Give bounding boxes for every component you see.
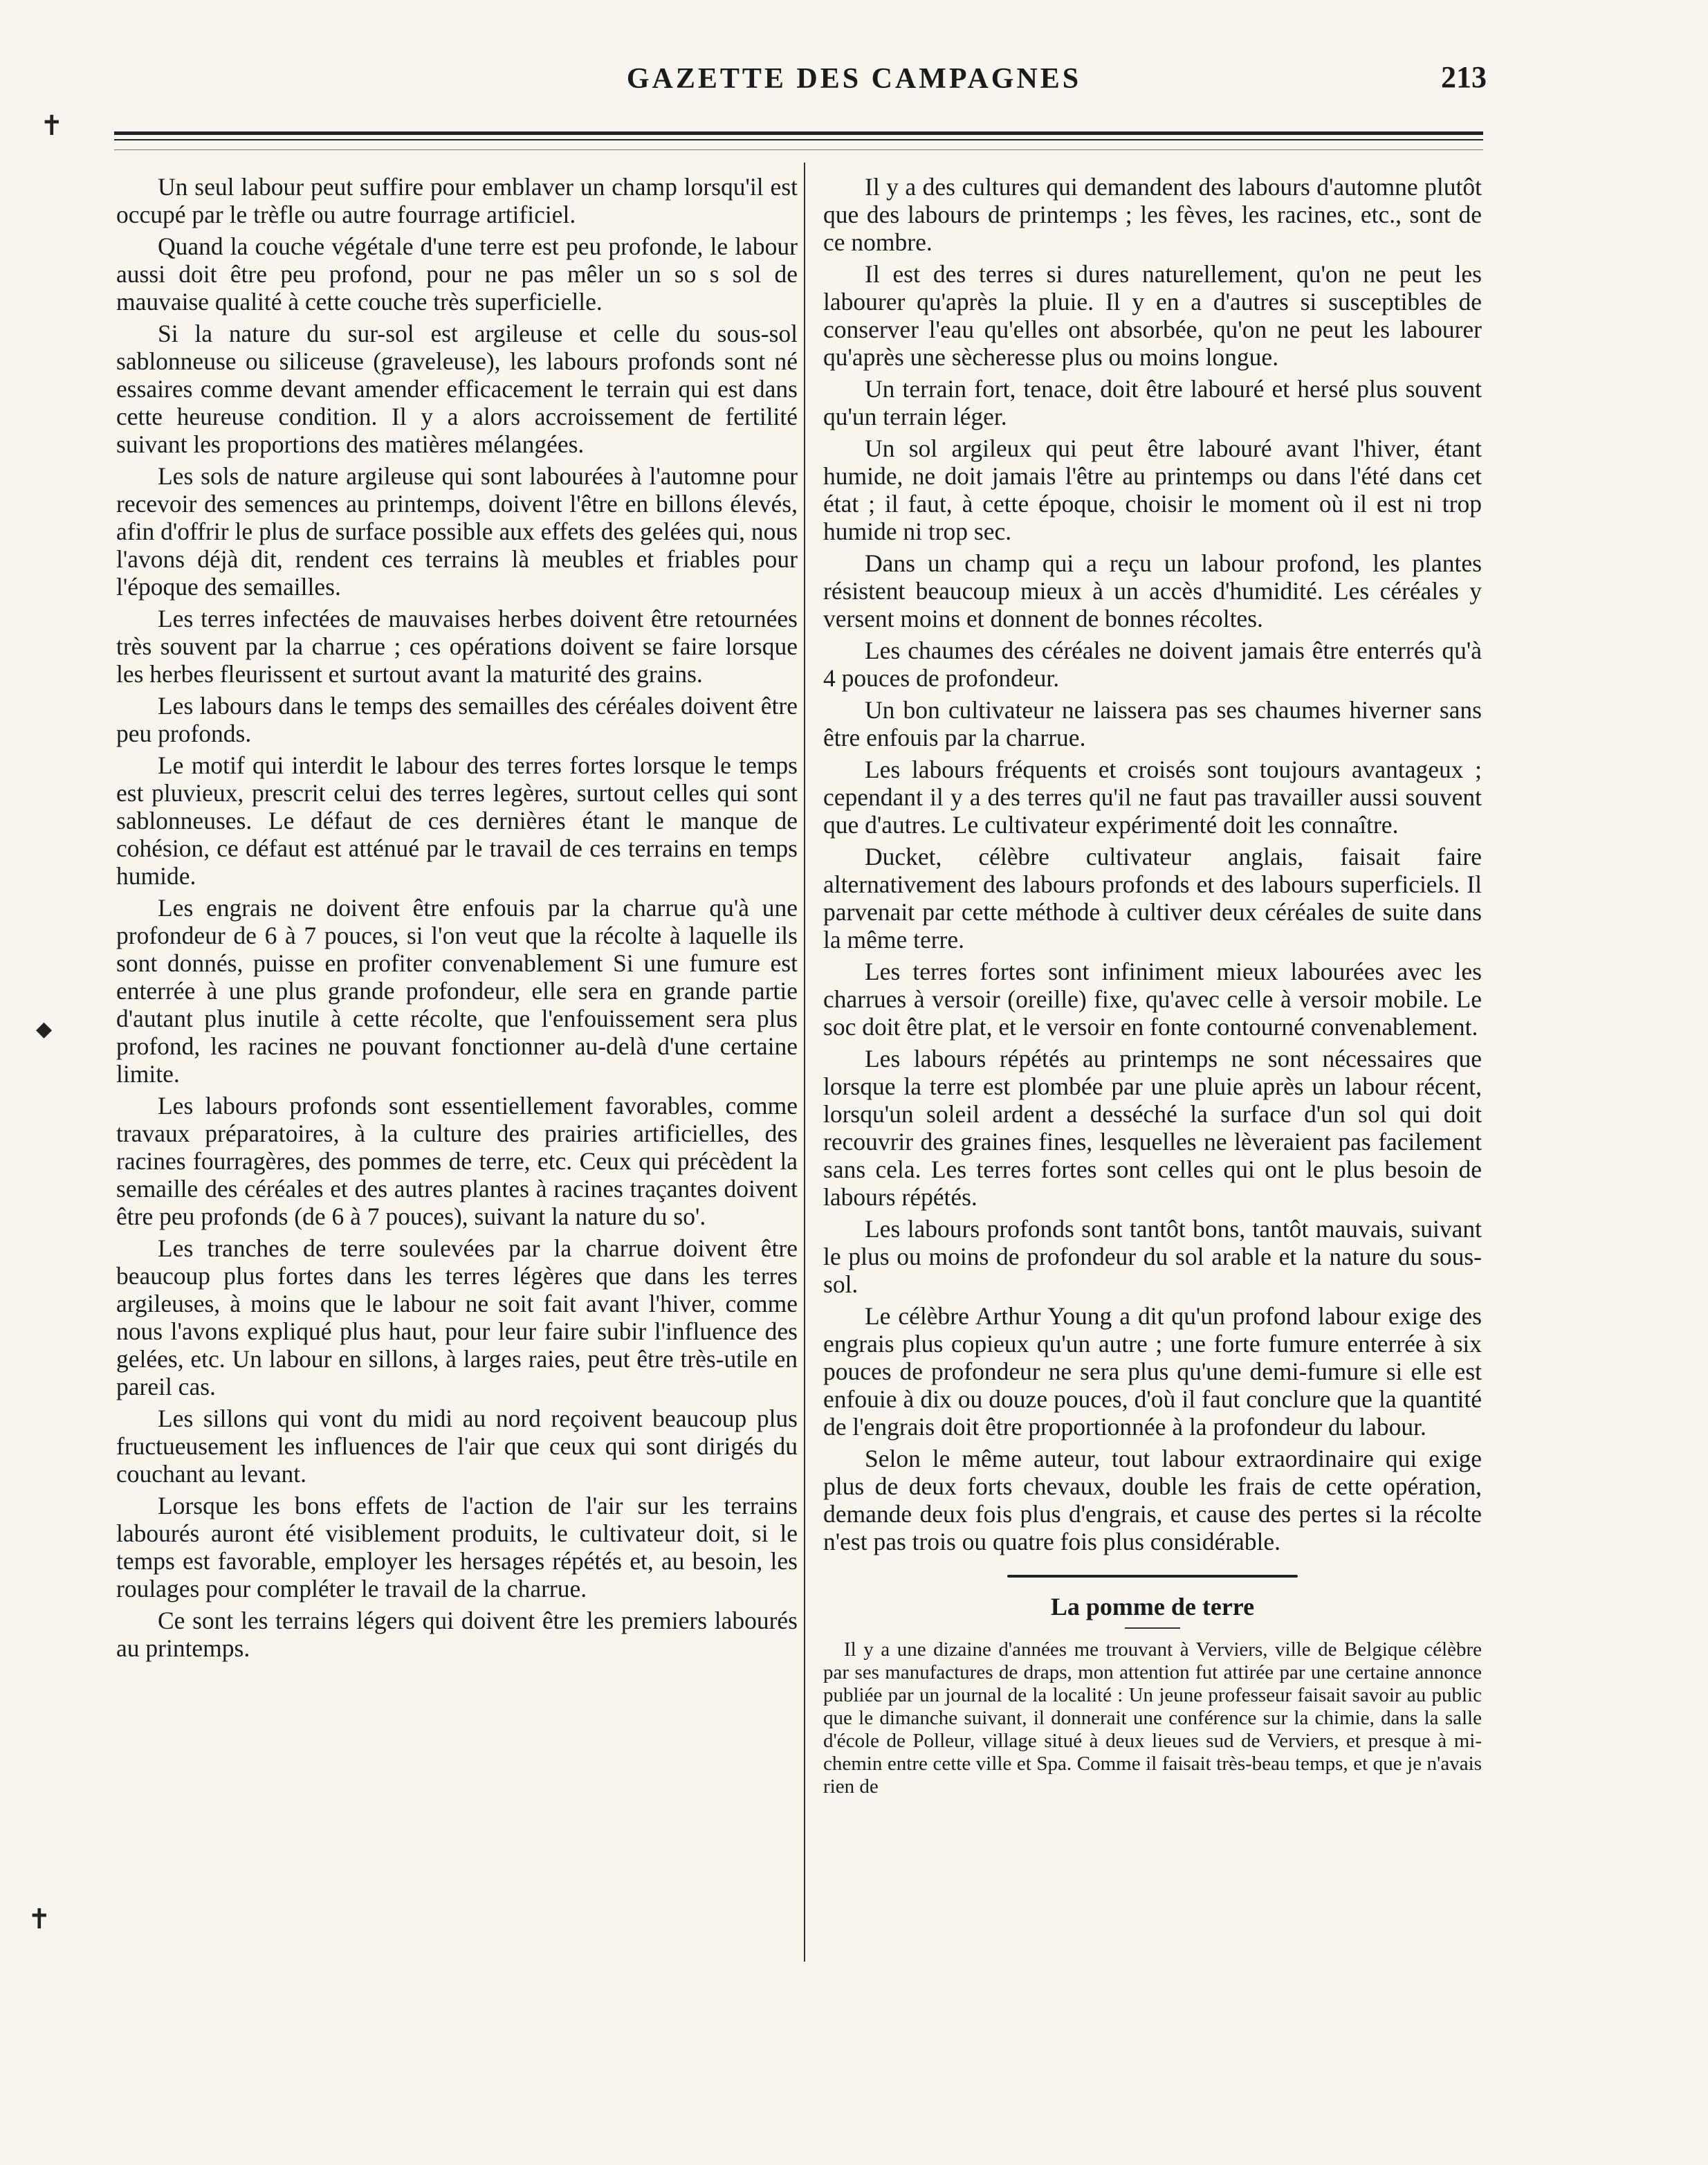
paragraph: Ducket, célèbre cultivateur anglais, faisait faire alternativement des labours profonds et des labours superficiels. Il parvenait par cette méthode à cultiver deux céréales de suite dans la même terre. (823, 843, 1482, 953)
paragraph: Les chaumes des céréales ne doivent jamais être enterrés qu'à 4 pouces de profondeur. (823, 637, 1482, 692)
left-column (116, 173, 798, 1666)
registration-mark-icon: ✝ (28, 1903, 51, 1935)
paragraph: Quand la couche végétale d'une terre est peu profonde, le labour aussi doit être peu profond, pour ne pas mêler un so s sol de mauvaise qualité à cette couche très superficielle. (116, 232, 798, 316)
header-rule-hairline (114, 149, 1483, 150)
article-paragraph: Il y a une dizaine d'années me trouvant à Verviers, ville de Belgique célèbre par ses manufactures de draps, mon attention fut attirée par une certaine annonce publiée par un journal de la localité : Un jeune professeur faisait savoir au public que le dimanche suivant, il donnerait une conférence sur la chimie, dans la salle d'école de Polleur, village situé à deux lieues sud de Verviers, et presque à mi-chemin entre cette ville et Spa. Comme il faisait très-beau temps, et que je n'avais rien de (823, 1638, 1482, 1798)
paragraph: Les labours dans le temps des semailles des céréales doivent être peu profonds. (116, 692, 798, 747)
article-title: La pomme de terre (1050, 1593, 1255, 1620)
paragraph: Dans un champ qui a reçu un labour profond, les plantes résistent beaucoup mieux à un accès d'humidité. Les céréales y versent moins et donnent de bonnes récoltes. (823, 549, 1482, 632)
title-dash (1125, 1627, 1180, 1629)
paragraph: Ce sont les terrains légers qui doivent être les premiers labourés au printemps. (116, 1607, 798, 1662)
paragraph: Il y a des cultures qui demandent des labours d'automne plutôt que des labours de printemps ; les fèves, les racines, etc., sont de ce nombre. (823, 173, 1482, 256)
paragraph: Les terres infectées de mauvaises herbes doivent être retournées très souvent par la charrue ; ces opérations doivent se faire lorsque les herbes fleurissent et surtout avant la maturité des grains. (116, 605, 798, 688)
paragraph: Il est des terres si dures naturellement, qu'on ne peut les labourer qu'après la pluie. Il y en a d'autres si susceptibles de conserver l'eau qu'elles ont absorbée, qu'on ne peut les labourer qu'après une sècheresse plus ou moins longue. (823, 260, 1482, 371)
paragraph: Si la nature du sur-sol est argileuse et celle du sous-sol sablonneuse ou siliceuse (graveleuse), les labours profonds sont né essaires comme devant amender efficacement le terrain qui est dans cette heureuse condition. Il y a alors accroissement de fertilité suivant les proportions des matières mélangées. (116, 320, 798, 458)
paragraph: Un terrain fort, tenace, doit être labouré et hersé plus souvent qu'un terrain léger. (823, 375, 1482, 430)
paragraph: Un sol argileux qui peut être labouré avant l'hiver, étant humide, ne doit jamais l'être au printemps ou dans l'été dans cet état ; il faut, à cette époque, choisir le moment où il est ni trop humide ni trop sec. (823, 435, 1482, 545)
paragraph: Les sols de nature argileuse qui sont labourées à l'automne pour recevoir des semences au printemps, doivent l'être en billons élevés, afin d'offrir le plus de surface possible aux effets des gelées qui, nous l'avons déjà dit, rendent ces terrains là meubles et friables pour l'époque des semailles. (116, 462, 798, 601)
paragraph: Le motif qui interdit le labour des terres fortes lorsque le temps est pluvieux, prescrit celui des terres legères, surtout celles qui sont sablonneuses. Le défaut de ces dernières étant le manque de cohésion, ce défaut est atténué par le travail de ces terrains en temps humide. (116, 751, 798, 890)
paragraph: Les labours profonds sont essentiellement favorables, comme travaux préparatoires, à la culture des prairies artificielles, des racines fourragères, des pommes de terre, etc. Ceux qui précèdent la semaille des céréales et des autres plantes à racines traçantes doivent être peu profonds (de 6 à 7 pouces), suivant la nature du so'. (116, 1092, 798, 1230)
page-number: 213 (1441, 60, 1487, 94)
article-body (823, 1638, 1482, 1798)
paragraph: Les labours répétés au printemps ne sont nécessaires que lorsque la terre est plombée par une pluie après un labour récent, lorsqu'un soleil ardent a desséché la surface d'un sol qui doit recouvrir des graines fines, lesquelles ne lèveraient pas facilement sans cela. Les terres fortes sont celles qui ont le plus besoin de labours répétés. (823, 1045, 1482, 1211)
column-divider (804, 163, 805, 1962)
paragraph: Les labours fréquents et croisés sont toujours avantageux ; cependant il y a des terres qu'il ne faut pas travailler aussi souvent que d'autres. Le cultivateur expérimenté doit les connaître. (823, 756, 1482, 839)
paragraph: Un seul labour peut suffire pour emblaver un champ lorsqu'il est occupé par le trèfle ou autre fourrage artificiel. (116, 173, 798, 228)
paragraph: Le célèbre Arthur Young a dit qu'un profond labour exige des engrais plus copieux qu'un autre ; une forte fumure enterrée à six pouces de profondeur ne sera plus qu'une demi-fumure si elle est enfouie à dix ou douze pouces, d'où il faut conclure que la quantité de l'engrais doit être proportionnée à la profondeur du labour. (823, 1302, 1482, 1441)
paragraph: Les terres fortes sont infiniment mieux labourées avec les charrues à versoir (oreille) fixe, qu'avec celle à versoir mobile. Le soc doit être plat, et le versoir en fonte contourné convenablement. (823, 958, 1482, 1041)
header-rule-thin (114, 139, 1483, 140)
right-column (823, 173, 1482, 1798)
page-header-title: GAZETTE DES CAMPAGNES (626, 63, 1082, 95)
paragraph: Les tranches de terre soulevées par la charrue doivent être beaucoup plus fortes dans les terres légères que dans les terres argileuses, à moins que le labour ne soit fait avant l'hiver, comme nous l'avons expliqué plus haut, pour leur faire subir l'influence des gelées, etc. Un labour en sillons, à larges raies, peut être très-utile en pareil cas. (116, 1234, 798, 1400)
header-rule (114, 131, 1483, 135)
paragraph: Les sillons qui vont du midi au nord reçoivent beaucoup plus fructueusement les influences de l'air que ceux qui sont dirigés du couchant au levant. (116, 1405, 798, 1488)
paragraph: Les labours profonds sont tantôt bons, tantôt mauvais, suivant le plus ou moins de profondeur du sol arable et la nature du sous-sol. (823, 1215, 1482, 1298)
paragraph: Les engrais ne doivent être enfouis par la charrue qu'à une profondeur de 6 à 7 pouces, si l'on veut que la récolte à laquelle ils sont donnés, puisse en profiter convenablement Si une fumure est enterrée à une plus grande profondeur, elle sera en grande partie d'autant plus inutile à cette récolte, que l'enfouissement sera plus profond, les racines ne pouvant fonctionner au-delà d'une certaine limite. (116, 894, 798, 1088)
article-separator (1007, 1575, 1298, 1578)
paragraph: Lorsque les bons effets de l'action de l'air sur les terrains labourés auront été visiblement produits, le cultivateur doit, si le temps est favorable, employer les hersages répétés et, au besoin, les roulages pour compléter le travail de la charrue. (116, 1492, 798, 1602)
registration-dot-icon: ◆ (36, 1018, 53, 1041)
paragraph: Selon le même auteur, tout labour extraordinaire qui exige plus de deux forts chevaux, double les frais de cette opération, demande deux fois plus d'engrais, et cause des pertes si la récolte n'est pas trois ou quatre fois plus considérable. (823, 1445, 1482, 1555)
registration-mark-icon: ✝ (40, 110, 64, 141)
paragraph: Un bon cultivateur ne laissera pas ses chaumes hiverner sans être enfouis par la charrue. (823, 696, 1482, 751)
